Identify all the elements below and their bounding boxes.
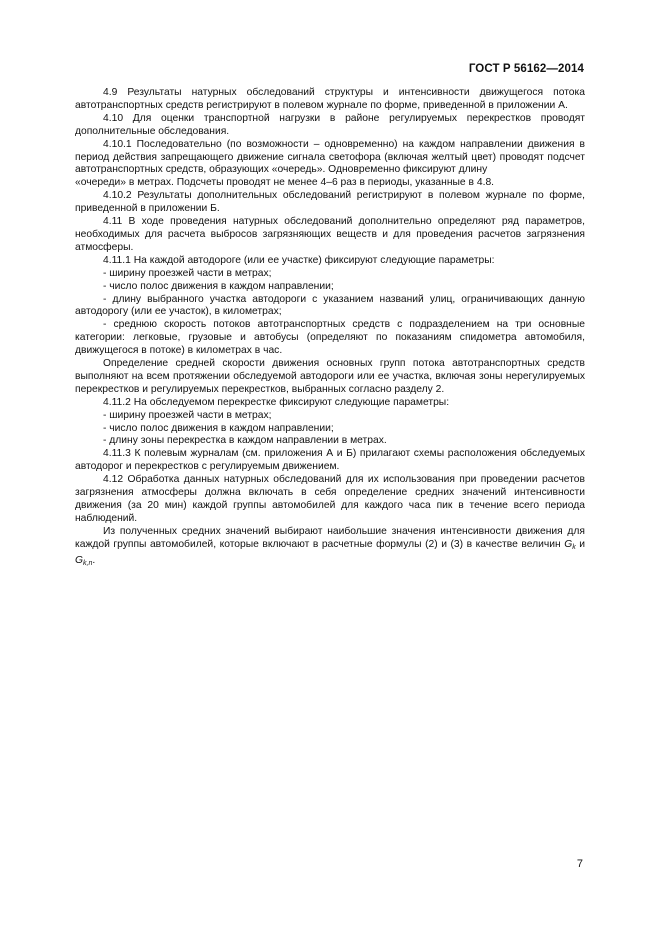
paragraph-final-end: . bbox=[92, 554, 96, 566]
paragraph: - длину зоны перекрестка в каждом направлении в метрах. bbox=[103, 435, 387, 447]
page-number: 7 bbox=[576, 858, 583, 870]
paragraph: - длину выбранного участка автодороги с указанием названий улиц, ограничивающих данную автодорогу (или ее участок), в километрах; bbox=[75, 293, 585, 318]
symbol-gkn bbox=[75, 555, 92, 566]
paragraph: «очереди» в метрах. Подсчеты проводят не менее 4–6 раз в периоды, указанные в 4.8. bbox=[75, 177, 495, 189]
conjunction-text: и bbox=[575, 538, 585, 550]
paragraph: Определение средней скорости движения основных групп потока автотранспортных средств выполняют на всем протяжении обследуемой автодороги или ее участка, включая зоны нерегулируемых перекрестков и регулируемых перекрестков, выбранных согласно разделу 2. bbox=[75, 358, 585, 395]
paragraph-final-text: Из полученных средних значений выбирают наибольшие значения интенсивности движения для каждой группы автомобилей, которые включают в расчетные формулы (2) и (3) в качестве величин bbox=[75, 525, 585, 550]
paragraph: - число полос движения в каждом направлении; bbox=[103, 422, 334, 434]
symbol-gk-subscript: k bbox=[572, 543, 576, 551]
paragraph: 4.11 В ходе проведения натурных обследований дополнительно определяют ряд параметров, необходимых для расчета выбросов загрязняющих веществ и для проведения расчетов загрязнения атмосферы. bbox=[75, 216, 585, 253]
paragraph: 4.12 Обработка данных натурных обследований для их использования при проведении расчетов загрязнения атмосферы должна включать в себя определение средних значений интенсивности движения (за 20 мин) каждой группы автомобилей для каждого часа пик в течение всего периода наблюдений. bbox=[75, 474, 585, 524]
paragraph: - число полос движения в каждом направлении; bbox=[103, 280, 334, 292]
paragraph: - ширину проезжей части в метрах; bbox=[103, 267, 272, 279]
symbol-gkn-subscript: k,n bbox=[83, 559, 93, 567]
paragraph: 4.11.3 К полевым журналам (см. приложения А и Б) прилагают схемы расположения обследуемых автодорог и перекрестков с регулируемым движением. bbox=[75, 448, 585, 473]
paragraph: 4.10.2 Результаты дополнительных обследований регистрируют в полевом журнале по форме, приведенной в приложении Б. bbox=[75, 190, 585, 215]
paragraph: - ширину проезжей части в метрах; bbox=[103, 409, 272, 421]
paragraph: 4.11.2 На обследуемом перекрестке фиксируют следующие параметры: bbox=[103, 396, 450, 408]
paragraph-final bbox=[75, 526, 585, 571]
symbol-gkn-letter: G bbox=[75, 554, 84, 566]
standard-code-header: ГОСТ Р 56162—2014 bbox=[468, 63, 584, 75]
document-body bbox=[75, 87, 585, 571]
paragraph: 4.11.1 На каждой автодороге (или ее участке) фиксируют следующие параметры: bbox=[103, 254, 495, 266]
paragraph: 4.9 Результаты натурных обследований структуры и интенсивности движущегося потока автотранспортных средств регистрируют в полевом журнале по форме, приведенной в приложении А. bbox=[75, 87, 585, 111]
paragraph: 4.10.1 Последовательно (по возможности – одновременно) на каждом направлении движения в период действия запрещающего движение сигнала светофора (включая желтый цвет) проводят подсчет автотранспортных средств, образующих «очередь». Одновременно фиксируют длину bbox=[75, 138, 585, 176]
symbol-gk bbox=[564, 539, 576, 550]
symbol-gk-letter: G bbox=[564, 538, 573, 550]
paragraph: - среднюю скорость потоков автотранспортных средств с подразделением на три основные категории: легковые, грузовые и автобусы (определяют по показаниям спидометра автомобиля, движущегося в потоке) в километрах в час. bbox=[75, 319, 585, 357]
paragraph: 4.10 Для оценки транспортной нагрузки в районе регулируемых перекрестков проводят дополнительные обследования. bbox=[75, 112, 585, 137]
